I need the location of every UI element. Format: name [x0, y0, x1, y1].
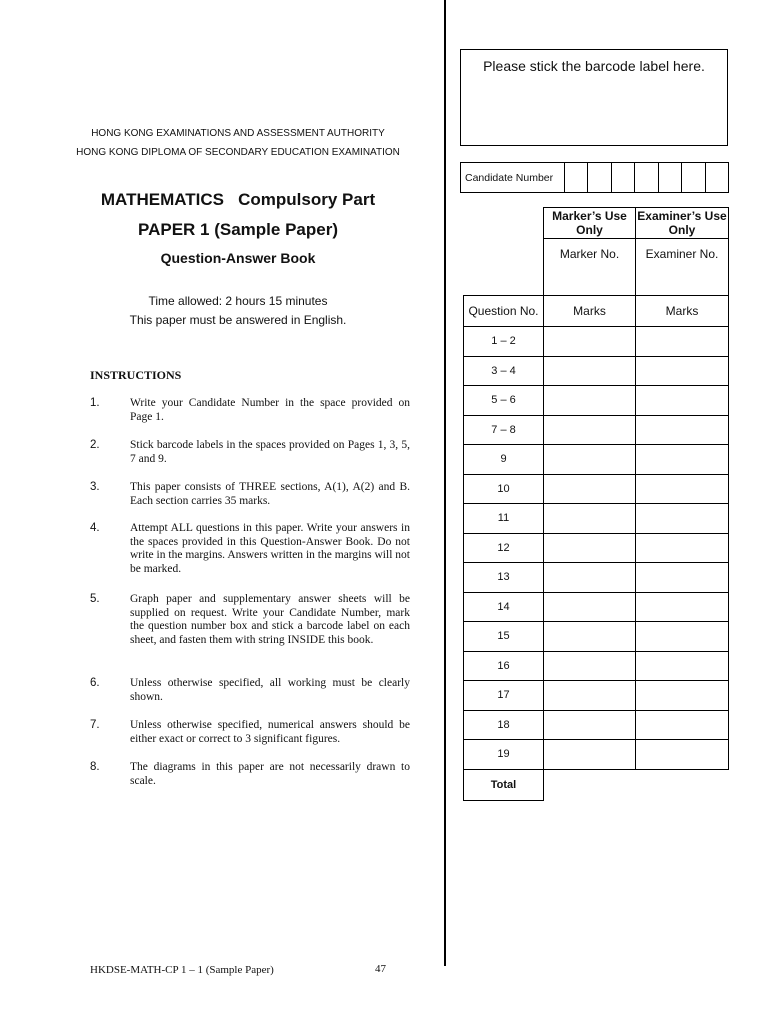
instructions-heading: INSTRUCTIONS [90, 368, 182, 382]
table-row [464, 592, 729, 622]
marker-marks-cell[interactable] [544, 563, 636, 593]
examiner-marks-cell[interactable] [636, 651, 729, 681]
instruction-number: 1. [90, 397, 100, 409]
table-row [464, 474, 729, 504]
candidate-digit-box[interactable] [612, 163, 635, 192]
candidate-digit-box[interactable] [588, 163, 611, 192]
examiner-marks-cell[interactable] [636, 740, 729, 770]
title-paper: PAPER 1 (Sample Paper) [138, 220, 338, 239]
candidate-digit-box[interactable] [659, 163, 682, 192]
table-row [464, 327, 729, 357]
question-range-cell: 10 [464, 474, 544, 504]
table-row [464, 681, 729, 711]
footer-paper-code: HKDSE-MATH-CP 1 – 1 (Sample Paper) [90, 964, 274, 976]
question-range-cell: 12 [464, 533, 544, 563]
instruction-text: Attempt ALL questions in this paper. Write your answers in the spaces provided in this Question-Answer Book. Do not write in the margins. Answers written in the margins will not be marked. [130, 522, 410, 575]
authority-line-1: HONG KONG EXAMINATIONS AND ASSESSMENT AUTHORITY [91, 128, 385, 139]
title-book: Question-Answer Book [160, 250, 316, 266]
question-range-cell: 9 [464, 445, 544, 475]
instruction-number: 4. [90, 522, 100, 534]
table-row [464, 622, 729, 652]
marker-marks-cell[interactable] [544, 533, 636, 563]
marker-use-only-header: Marker’s Use Only [544, 208, 636, 239]
marker-marks-cell[interactable] [544, 386, 636, 416]
candidate-digit-box[interactable] [682, 163, 705, 192]
candidate-digit-box[interactable] [635, 163, 658, 192]
table-row [464, 740, 729, 770]
instruction-text: Stick barcode labels in the spaces provided on Pages 1, 3, 5, 7 and 9. [130, 439, 410, 465]
time-allowed: Time allowed: 2 hours 15 minutes [148, 294, 328, 308]
question-range-cell: 7 – 8 [464, 415, 544, 445]
examiner-marks-cell[interactable] [636, 710, 729, 740]
total-blank [544, 769, 636, 800]
instruction-number: 3. [90, 481, 100, 493]
examiner-marks-cell[interactable] [636, 563, 729, 593]
question-range-cell: 14 [464, 592, 544, 622]
table-row [464, 651, 729, 681]
question-range-cell: 5 – 6 [464, 386, 544, 416]
question-range-cell: 13 [464, 563, 544, 593]
examiner-no-cell[interactable]: Examiner No. [636, 239, 729, 296]
instruction-number: 7. [90, 719, 100, 731]
marker-marks-cell[interactable] [544, 445, 636, 475]
question-range-cell: 1 – 2 [464, 327, 544, 357]
instruction-text: The diagrams in this paper are not necessarily drawn to scale. [130, 761, 410, 787]
instruction-item [90, 397, 410, 424]
instruction-number: 5. [90, 593, 100, 605]
instruction-item [90, 481, 410, 508]
table-row [464, 356, 729, 386]
marker-marks-cell[interactable] [544, 681, 636, 711]
marker-marks-cell[interactable] [544, 327, 636, 357]
authority-line-2: HONG KONG DIPLOMA OF SECONDARY EDUCATION EXAMINATION [76, 147, 400, 158]
table-row [464, 533, 729, 563]
candidate-number-label: Candidate Number [461, 163, 565, 192]
instruction-item [90, 522, 410, 576]
marks-table [463, 207, 729, 801]
marks-header-marker: Marks [544, 296, 636, 327]
examiner-marks-cell[interactable] [636, 533, 729, 563]
instruction-text: Unless otherwise specified, numerical answers should be either exact or correct to 3 significant figures. [130, 719, 410, 745]
candidate-digit-box[interactable] [706, 163, 728, 192]
question-range-cell: 18 [464, 710, 544, 740]
instruction-number: 2. [90, 439, 100, 451]
language-note: This paper must be answered in English. [129, 313, 347, 327]
instruction-text: Graph paper and supplementary answer sheets will be supplied on request. Write your Candidate Number, mark the question number box and stick a barcode label on each sheet, and fasten them with string INSIDE this book. [130, 593, 410, 646]
question-range-cell: 19 [464, 740, 544, 770]
instruction-item [90, 593, 410, 647]
marker-marks-cell[interactable] [544, 740, 636, 770]
title-main: MATHEMATICS Compulsory Part [100, 190, 376, 209]
page-divider-line [444, 0, 446, 966]
table-row [464, 386, 729, 416]
marker-marks-cell[interactable] [544, 622, 636, 652]
total-blank [636, 769, 729, 800]
marker-marks-cell[interactable] [544, 474, 636, 504]
marker-marks-cell[interactable] [544, 415, 636, 445]
instruction-item [90, 677, 410, 704]
question-range-cell: 11 [464, 504, 544, 534]
table-corner-blank [464, 208, 544, 239]
marks-header-examiner: Marks [636, 296, 729, 327]
question-no-header: Question No. [464, 296, 544, 327]
table-row [464, 504, 729, 534]
marker-marks-cell[interactable] [544, 651, 636, 681]
instruction-text: Unless otherwise specified, all working must be clearly shown. [130, 677, 410, 703]
instruction-number: 6. [90, 677, 100, 689]
total-label: Total [464, 769, 544, 800]
question-range-cell: 16 [464, 651, 544, 681]
examiner-marks-cell[interactable] [636, 415, 729, 445]
table-row [464, 445, 729, 475]
candidate-digit-box[interactable] [565, 163, 588, 192]
instruction-text: This paper consists of THREE sections, A(1), A(2) and B. Each section carries 35 marks. [130, 481, 410, 507]
table-row [464, 710, 729, 740]
examiner-use-only-header: Examiner’s Use Only [637, 209, 727, 237]
marker-no-cell[interactable]: Marker No. [544, 239, 636, 296]
question-range-cell: 17 [464, 681, 544, 711]
examiner-marks-cell[interactable] [636, 327, 729, 357]
marker-marks-cell[interactable] [544, 592, 636, 622]
instruction-item [90, 719, 410, 746]
examiner-marks-cell[interactable] [636, 474, 729, 504]
marker-marks-cell[interactable] [544, 710, 636, 740]
examiner-marks-cell[interactable] [636, 386, 729, 416]
examiner-marks-cell[interactable] [636, 504, 729, 534]
marker-marks-cell[interactable] [544, 504, 636, 534]
instruction-item [90, 439, 410, 466]
barcode-label-text: Please stick the barcode label here. [483, 58, 705, 74]
examiner-marks-cell[interactable] [636, 592, 729, 622]
table-corner-blank [464, 239, 544, 296]
examiner-marks-cell[interactable] [636, 445, 729, 475]
question-range-cell: 3 – 4 [464, 356, 544, 386]
candidate-number-box [460, 162, 729, 193]
table-row [464, 415, 729, 445]
instruction-number: 8. [90, 761, 100, 773]
instruction-text: Write your Candidate Number in the space provided on Page 1. [130, 397, 410, 423]
examiner-marks-cell[interactable] [636, 356, 729, 386]
instruction-item [90, 761, 410, 788]
marker-marks-cell[interactable] [544, 356, 636, 386]
barcode-label-box[interactable] [460, 49, 728, 146]
table-row [464, 563, 729, 593]
examiner-marks-cell[interactable] [636, 681, 729, 711]
question-range-cell: 15 [464, 622, 544, 652]
examiner-marks-cell[interactable] [636, 622, 729, 652]
footer-page-number: 47 [375, 963, 386, 975]
